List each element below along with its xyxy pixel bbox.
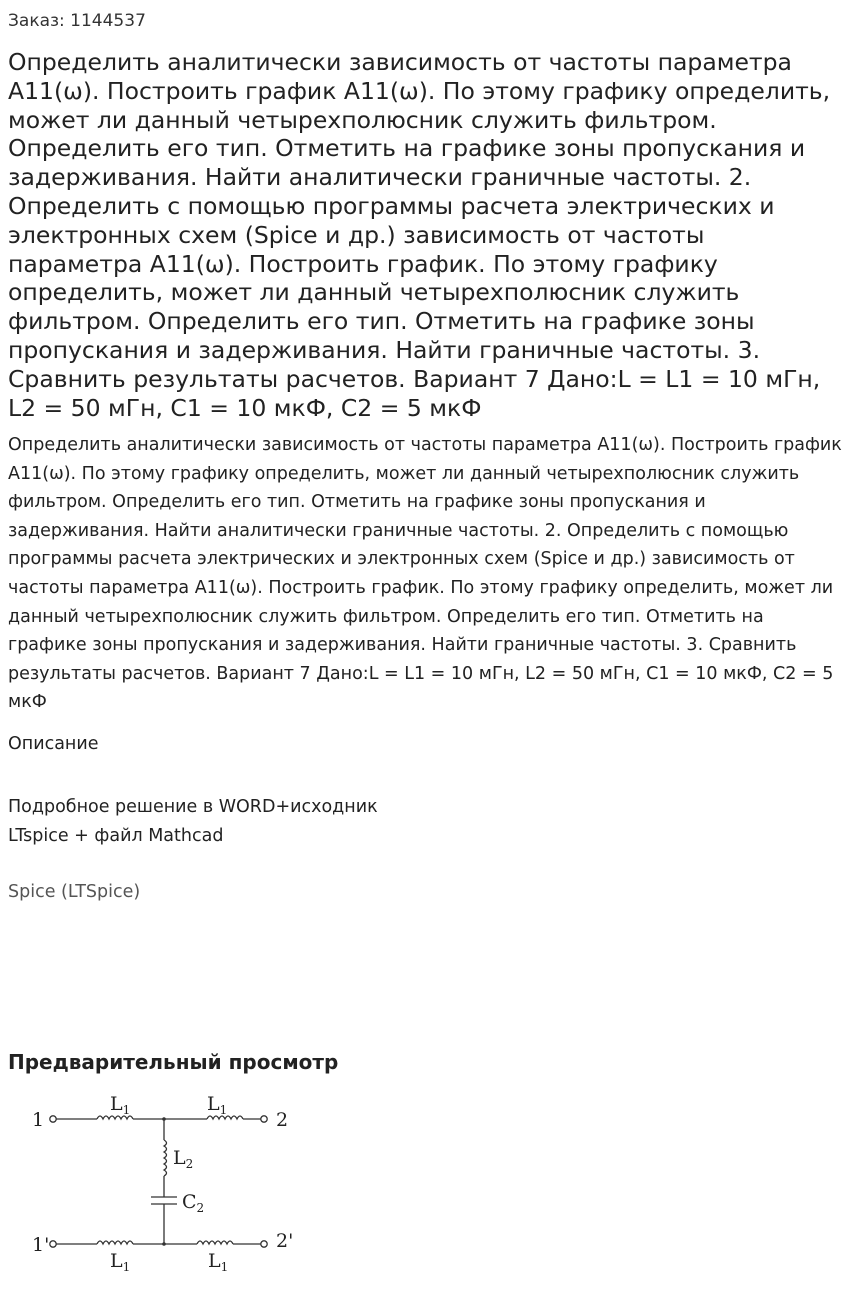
order-number: Заказ: 1144537 <box>8 11 146 31</box>
circuit-diagram <box>22 1088 302 1278</box>
capacitor-shunt-label: $C_2$ <box>182 1191 205 1215</box>
description-label: Описание <box>8 734 99 754</box>
inductor-shunt-label: $L_2$ <box>173 1147 194 1171</box>
terminal-2p-node <box>261 1241 267 1247</box>
preview-heading: Предварительный просмотр <box>8 1050 339 1074</box>
inductor-top-right-label: $L_1$ <box>207 1093 228 1117</box>
inductor-bottom-right-label: $L_1$ <box>208 1250 229 1274</box>
task-title: Определить аналитически зависимость от частоты параметра A11(ω). Построить график A11(ω). По этому графику определить, может ли данный четырехполюсник служить фильтром. Определить его тип. Отметить на графике зоны пропускания и задерживания. Найти аналитически граничные частоты. 2. Определить с помощью программы расчета электрических и электронных схем (Spice и др.) зависимость от частоты параметра A11(ω). Построить график. По этому графику определить, может ли данный четырехполюсник служить фильтром. Определить его тип. Отметить на графике зоны пропускания и задерживания. Найти граничные частоты. 3. Сравнить результаты расчетов. Вариант 7 Дано:L = L1 = 10 мГн, L2 = 50 мГн, C1 = 10 мкФ, C2 = 5 мкФ <box>8 48 831 422</box>
terminal-1p-node <box>50 1241 56 1247</box>
inductor-top-left-label: $L_1$ <box>110 1093 131 1117</box>
task-description: Определить аналитически зависимость от частоты параметра A11(ω). Построить график A11(ω). По этому графику определить, может ли данный четырехполюсник служить фильтром. Определить его тип. Отметить на графике зоны пропускания и задерживания. Найти аналитически граничные частоты. 2. Определить с помощью программы расчета электрических и электронных схем (Spice и др.) зависимость от частоты параметра A11(ω). Построить график. По этому графику определить, может ли данный четырехполюсник служить фильтром. Определить его тип. Отметить на графике зоны пропускания и задерживания. Найти граничные частоты. 3. Сравнить результаты расчетов. Вариант 7 Дано:L = L1 = 10 мГн, L2 = 50 мГн, C1 = 10 мкФ, C2 = 5 мкФ <box>8 435 842 713</box>
terminal-2-node <box>261 1116 267 1122</box>
description-line-2: LTspice + файл Mathcad <box>8 826 224 846</box>
terminal-2-label: 2 <box>276 1109 289 1131</box>
terminal-1-node <box>50 1116 56 1122</box>
circuit-preview <box>22 1088 302 1278</box>
description-details <box>8 793 378 851</box>
software-tag: Spice (LTSpice) <box>8 882 141 902</box>
inductor-bottom-left-label: $L_1$ <box>110 1250 131 1274</box>
description-line-1: Подробное решение в WORD+исходник <box>8 797 378 817</box>
terminal-1-label: 1 <box>32 1109 45 1131</box>
terminal-1p-label: 1' <box>32 1234 50 1256</box>
terminal-2p-label: 2' <box>276 1230 294 1252</box>
